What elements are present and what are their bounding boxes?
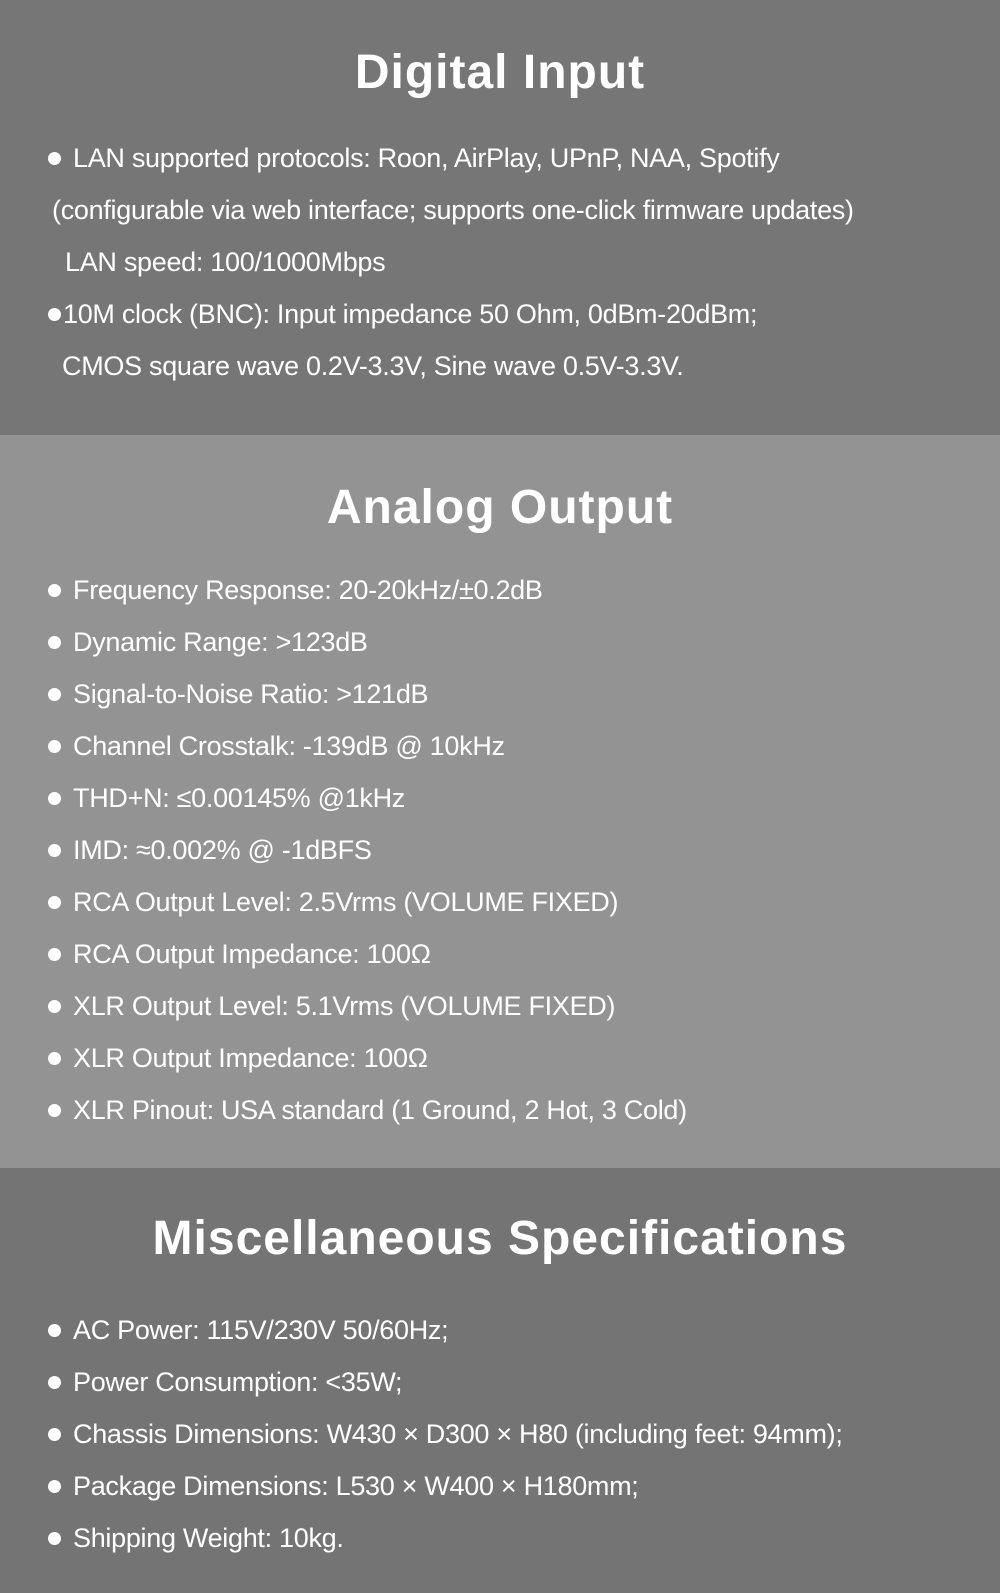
spec-line-xlr-pinout: [0, 1084, 1000, 1136]
spec-text: Package Dimensions: L530 × W400 × H180mm;: [73, 1470, 639, 1501]
spec-text: Signal-to-Noise Ratio: >121dB: [73, 678, 429, 709]
analog-output-title: Analog Output: [326, 481, 674, 534]
spec-text: Shipping Weight: 10kg.: [73, 1522, 344, 1553]
spec-text: IMD: ≈0.002% @ -1dBFS: [73, 834, 372, 865]
section-miscellaneous-specifications: [0, 1168, 1000, 1593]
spec-line-package-dimensions: [0, 1460, 1000, 1512]
spec-text: Power Consumption: <35W;: [73, 1366, 403, 1397]
spec-line-frequency-response: [0, 564, 1000, 616]
bullet-icon: [48, 740, 61, 753]
spec-line-snr: [0, 668, 1000, 720]
spec-text: XLR Output Level: 5.1Vrms (VOLUME FIXED): [73, 990, 616, 1021]
spec-text: RCA Output Level: 2.5Vrms (VOLUME FIXED): [73, 886, 619, 917]
analog-output-specs: [0, 564, 1000, 1136]
miscellaneous-specs: [0, 1304, 1000, 1564]
spec-line-cmos: [0, 340, 1000, 392]
bullet-icon: [48, 1428, 61, 1441]
spec-line-lan-protocols: [0, 132, 1000, 184]
spec-text: Channel Crosstalk: -139dB @ 10kHz: [73, 730, 505, 761]
spec-line-lan-speed: [0, 236, 1000, 288]
bullet-icon: [48, 1532, 61, 1545]
spec-line-lan-configurable: [0, 184, 1000, 236]
spec-line-chassis-dimensions: [0, 1408, 1000, 1460]
bullet-icon: [48, 1000, 61, 1013]
digital-input-title: Digital Input: [354, 46, 646, 99]
section-digital-input: [0, 0, 1000, 435]
bullet-icon: [48, 636, 61, 649]
spec-line-xlr-output-impedance: [0, 1032, 1000, 1084]
bullet-icon: [48, 152, 61, 165]
bullet-icon: [48, 308, 61, 321]
bullet-icon: [48, 792, 61, 805]
spec-line-imd: [0, 824, 1000, 876]
digital-input-specs: [0, 132, 1000, 392]
bullet-icon: [48, 1324, 61, 1337]
bullet-icon: [48, 584, 61, 597]
spec-line-power-consumption: [0, 1356, 1000, 1408]
spec-text: XLR Output Impedance: 100Ω: [73, 1042, 428, 1073]
spec-line-crosstalk: [0, 720, 1000, 772]
spec-line-rca-output-level: [0, 876, 1000, 928]
spec-text: Chassis Dimensions: W430 × D300 × H80 (including feet: 94mm);: [73, 1418, 843, 1449]
bullet-icon: [48, 1376, 61, 1389]
spec-text: CMOS square wave 0.2V-3.3V, Sine wave 0.5V-3.3V.: [62, 350, 684, 381]
spec-line-thd-n: [0, 772, 1000, 824]
spec-line-dynamic-range: [0, 616, 1000, 668]
spec-text: LAN speed: 100/1000Mbps: [65, 246, 386, 277]
spec-text: RCA Output Impedance: 100Ω: [73, 938, 431, 969]
spec-line-ac-power: [0, 1304, 1000, 1356]
spec-text: (configurable via web interface; supports one-click firmware updates): [52, 194, 854, 225]
spec-text: 10M clock (BNC): Input impedance 50 Ohm, 0dBm-20dBm;: [63, 298, 758, 329]
spec-line-shipping-weight: [0, 1512, 1000, 1564]
bullet-icon: [48, 948, 61, 961]
bullet-icon: [48, 688, 61, 701]
spec-line-10m-clock: [0, 288, 1000, 340]
spec-line-rca-output-impedance: [0, 928, 1000, 980]
bullet-icon: [48, 896, 61, 909]
spec-text: LAN supported protocols: Roon, AirPlay, UPnP, NAA, Spotify: [73, 142, 780, 173]
spec-text: THD+N: ≤0.00145% @1kHz: [73, 782, 406, 813]
section-analog-output: [0, 435, 1000, 1168]
spec-text: Frequency Response: 20-20kHz/±0.2dB: [73, 574, 543, 605]
bullet-icon: [48, 1052, 61, 1065]
spec-text: AC Power: 115V/230V 50/60Hz;: [73, 1314, 449, 1345]
bullet-icon: [48, 1480, 61, 1493]
spec-text: Dynamic Range: >123dB: [73, 626, 368, 657]
spec-text: XLR Pinout: USA standard (1 Ground, 2 Hot, 3 Cold): [73, 1094, 687, 1125]
spec-line-xlr-output-level: [0, 980, 1000, 1032]
bullet-icon: [48, 844, 61, 857]
bullet-icon: [48, 1104, 61, 1117]
miscellaneous-specifications-title: Miscellaneous Specifications: [152, 1212, 848, 1265]
